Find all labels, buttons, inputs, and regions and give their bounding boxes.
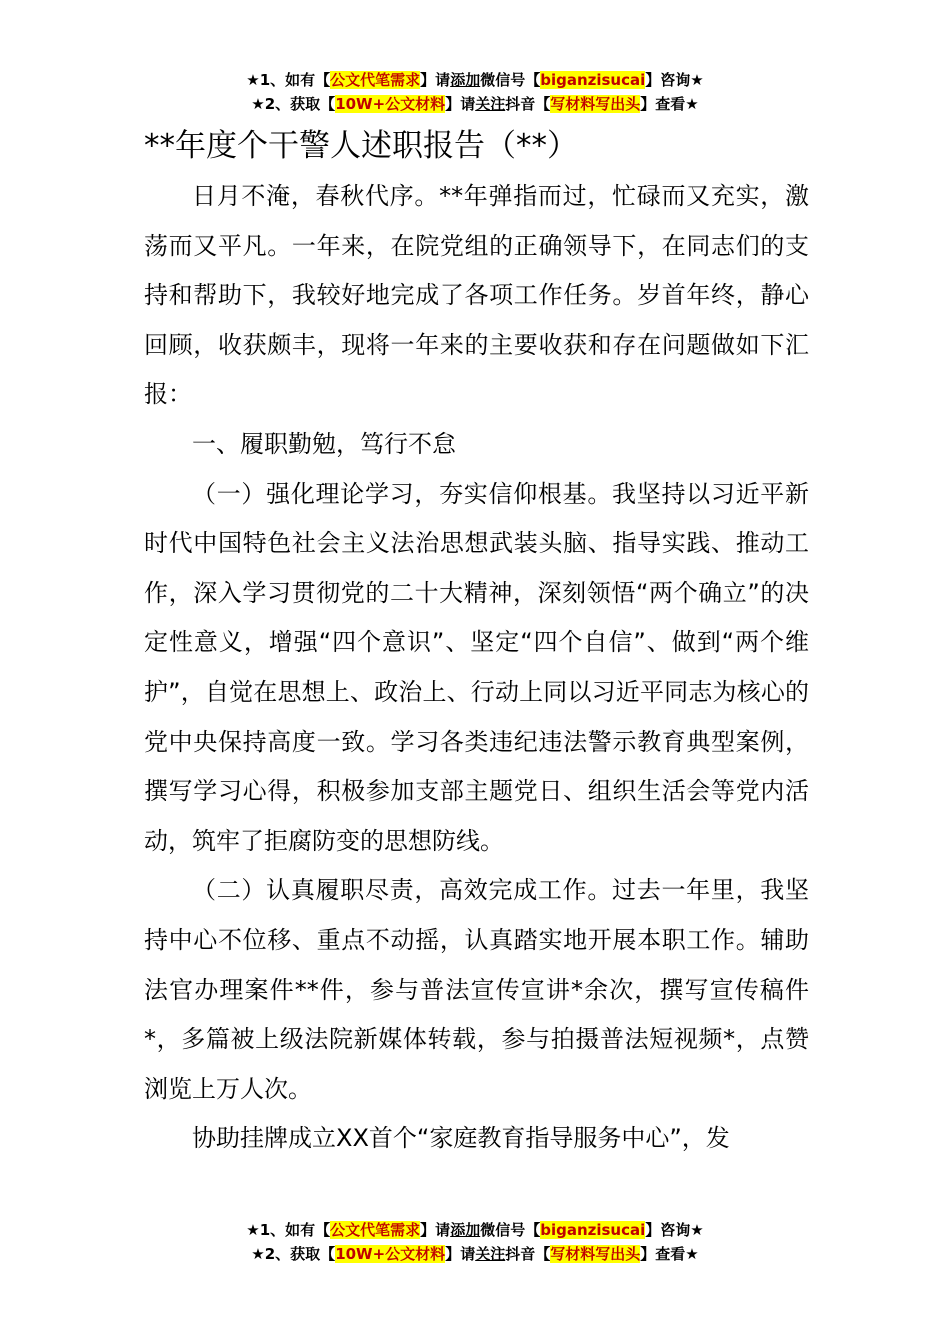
paragraph-theory-study: （一）强化理论学习，夯实信仰根基。我坚持以习近平新时代中国特色社会主义法治思想武装头脑、指导实践、推动工作，深入学习贯彻党的二十大精神，深刻领悟“两个确立”的决定性意义，增强“四个意识”、坚定“四个自信”、做到“两个维护”，自觉在思想上、政治上、行动上同以习近平同志为核心的党中央保持高度一致。学习各类违纪违法警示教育典型案例，撰写学习心得，积极参加支部主题党日、组织生活会等党内活动，筑牢了拒腐防变的思想防线。 bbox=[144, 479, 809, 855]
banner-underline: 添加 bbox=[450, 1221, 481, 1239]
banner-text: 】查看★ bbox=[640, 1245, 699, 1263]
banner-text: ★2、获取【 bbox=[251, 1245, 336, 1263]
paragraph-intro: 日月不淹，春秋代序。**年弹指而过，忙碌而又充实，激荡而又平凡。一年来，在院党组的正确领导下，在同志们的支持和帮助下，我较好地完成了各项工作任务。岁首年终，静心回顾，收获颇丰，现将一年来的主要收获和存在问题做如下汇报： bbox=[144, 182, 809, 409]
banner-text: 】请 bbox=[420, 1221, 451, 1239]
banner-underline: 关注 bbox=[475, 95, 506, 113]
banner-text: 】请 bbox=[420, 71, 451, 89]
document-body bbox=[144, 172, 809, 1164]
banner-line-1 bbox=[0, 1218, 950, 1242]
banner-text: 】请 bbox=[445, 95, 476, 113]
banner-highlight: biganzisucai bbox=[540, 71, 646, 89]
banner-highlight: 10W+公文材料 bbox=[335, 1245, 446, 1263]
banner-highlight: 公文代笔需求 bbox=[330, 71, 421, 89]
document-title: **年度个干警人述职报告（**） bbox=[144, 128, 578, 164]
banner-highlight: 10W+公文材料 bbox=[335, 95, 446, 113]
banner-text: 抖音【 bbox=[505, 95, 551, 113]
banner-text: ★2、获取【 bbox=[251, 95, 336, 113]
banner-underline: 关注 bbox=[475, 1245, 506, 1263]
banner-text: 微信号【 bbox=[480, 71, 541, 89]
paragraph-family-education: 协助挂牌成立XX首个“家庭教育指导服务中心”，发 bbox=[192, 1124, 730, 1153]
banner-line-1 bbox=[0, 68, 950, 92]
banner-line-2 bbox=[0, 92, 950, 116]
banner-line-2 bbox=[0, 1242, 950, 1266]
banner-highlight: 公文代笔需求 bbox=[330, 1221, 421, 1239]
banner-text: 】查看★ bbox=[640, 95, 699, 113]
banner-highlight: 写材料写出头 bbox=[550, 1245, 641, 1263]
banner-highlight: 写材料写出头 bbox=[550, 95, 641, 113]
banner-text: 】咨询★ bbox=[645, 1221, 704, 1239]
section-heading: 一、履职勤勉，笃行不怠 bbox=[192, 429, 456, 458]
banner-text: 抖音【 bbox=[505, 1245, 551, 1263]
footer-banner bbox=[0, 1218, 950, 1266]
banner-text: 微信号【 bbox=[480, 1221, 541, 1239]
banner-highlight: biganzisucai bbox=[540, 1221, 646, 1239]
banner-text: ★1、如有【 bbox=[246, 1221, 331, 1239]
banner-underline: 添加 bbox=[450, 71, 481, 89]
paragraph-duties: （二）认真履职尽责，高效完成工作。过去一年里，我坚持中心不位移、重点不动摇，认真踏实地开展本职工作。辅助法官办理案件**件，参与普法宣传宣讲*余次，撰写宣传稿件*，多篇被上级法院新媒体转载，参与拍摄普法短视频*，点赞浏览上万人次。 bbox=[144, 876, 809, 1103]
header-banner bbox=[0, 68, 950, 116]
banner-text: ★1、如有【 bbox=[246, 71, 331, 89]
banner-text: 】咨询★ bbox=[645, 71, 704, 89]
banner-text: 】请 bbox=[445, 1245, 476, 1263]
